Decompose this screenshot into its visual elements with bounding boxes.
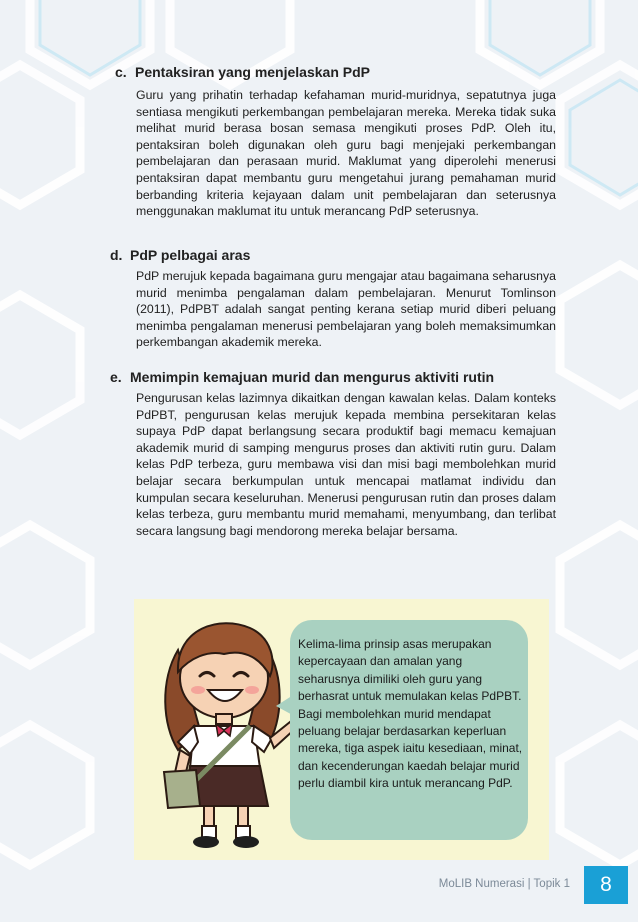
section-d-body: PdP merujuk kepada bagaimana guru mengajar atau bagaimana seharusnya murid menimba pengalaman dalam pembelajaran. Menurut Tomlinson (2011), PdPBT adalah sangat penting kerana setiap murid diberi peluang menimba pengalaman menerusi pembelajaran yang boleh memaksimumkan perkembangan akademik mereka. [136, 269, 556, 350]
student-girl-illustration [150, 610, 300, 858]
section-e-letter: e. [110, 369, 122, 385]
footer-label: MoLIB Numerasi | Topik 1 [438, 878, 570, 890]
section-c-letter: c. [115, 64, 127, 80]
section-d-letter: d. [110, 247, 123, 263]
section-c-heading: Pentaksiran yang menjelaskan PdP [135, 64, 370, 80]
section-e-title [110, 369, 494, 385]
section-e-body: Pengurusan kelas lazimnya dikaitkan dengan kawalan kelas. Dalam konteks PdPBT, pengurusan kelas merujuk kepada membina persekitaran kelas supaya PdP dapat berlangsung secara produktif bagi memacu kemajuan akademik murid di samping mengurus proses dan aktiviti rutin guru. Dalam kelas PdP terbeza, guru membawa visi dan misi bagi membolehkan murid belajar secara berkumpulan untuk mencapai matlamat individu dan kumpulan secara keseluruhan. Menerusi pengurusan rutin dan proses dalam kelas terbeza, guru membantu murid memahami, menyumbang, dan terlibat secara langsung bagi mendorong mereka belajar bersama. [136, 391, 556, 538]
callout-text: Kelima-lima prinsip asas merupakan kepercayaan dan amalan yang seharusnya dimiliki oleh guru yang berhasrat untuk memulakan kelas PdPBT. Bagi membolehkan murid mendapat peluang belajar berdasarkan keperluan mereka, tiga aspek iaitu kesediaan, minat, dan kecenderungan kaedah belajar murid perlu diambil kira untuk merancang PdP. [298, 637, 523, 791]
page-number-badge: 8 [584, 866, 628, 904]
section-e-heading: Memimpin kemajuan murid dan mengurus aktiviti rutin [130, 369, 495, 385]
section-d-heading: PdP pelbagai aras [130, 247, 251, 263]
section-d-title [110, 247, 250, 263]
section-c-title [115, 64, 370, 80]
section-c-body: Guru yang prihatin terhadap kefahaman murid-muridnya, sepatutnya juga sentiasa mengikuti perkembangan pembelajaran mereka. Mereka tidak suka melihat murid berasa bosan semasa mengikuti proses PdP. Oleh itu, pentaksiran boleh digunakan oleh guru bagi menjejaki perkembangan pembelajaran dan perasaan murid. Maklumat yang diperolehi menerusi pentaksiran dapat membantu guru mengetahui jurang pemahaman murid berbanding kriteria kejayaan dalam unit pembelajaran dan seterusnya menggunakan maklumat itu untuk merancang PdP seterusnya. [136, 88, 556, 219]
